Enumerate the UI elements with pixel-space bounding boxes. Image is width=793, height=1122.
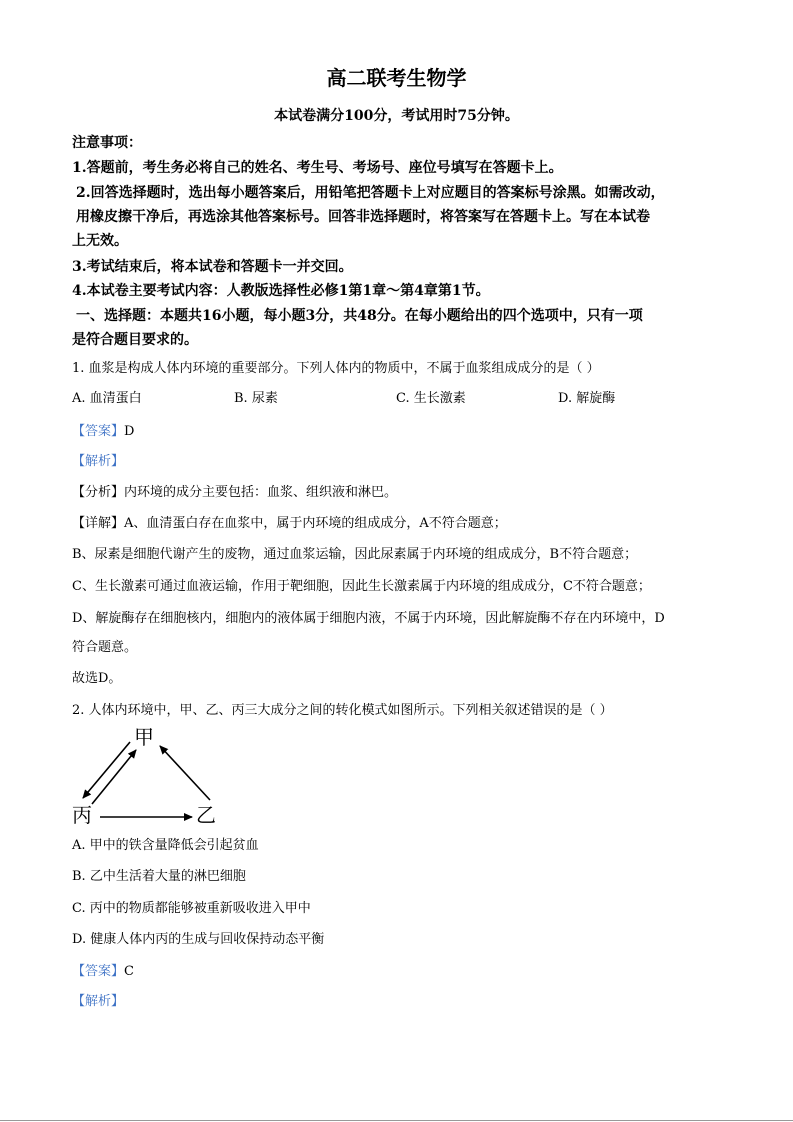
- q1-xiangjie-b: B、尿素是细胞代谢产生的废物，通过血浆运输，因此尿素属于内环境的组成成分，B不符合题意；: [72, 547, 638, 562]
- q1-analysis-tag: 【解析】: [72, 454, 125, 469]
- fenxi-tag: 【分析】: [72, 485, 125, 500]
- question-1-stem: 1. 血浆是构成人体内环境的重要部分。下列人体内的物质中，不属于血浆组成成分的是（ ）: [72, 361, 600, 376]
- notice-item-1: 1.答题前，考生务必将自己的姓名、考生号、考场号、座位号填写在答题卡上。: [72, 160, 563, 176]
- fenxi-text: 内环境的成分主要包括：血浆、组织液和淋巴。: [124, 485, 398, 500]
- xiangjie-tag: 【详解】: [72, 516, 125, 531]
- diagram-label-yi: 乙: [196, 803, 216, 827]
- transformation-diagram: [70, 722, 230, 830]
- q1-option-a: A. 血清蛋白: [72, 391, 142, 406]
- notice-item-2-cont: 用橡皮擦干净后，再选涂其他答案标号。回答非选择题时，将答案写在答题卡上。写在本试卷: [76, 209, 650, 225]
- xiangjie-line: A、血清蛋白存在血浆中，属于内环境的组成成分，A不符合题意；: [124, 516, 507, 531]
- arrow-bing-to-jia: [92, 750, 136, 804]
- notice-item-4: 4.本试卷主要考试内容：人教版选择性必修1第1章～第4章第1节。: [72, 283, 490, 299]
- q1-option-d: D. 解旋酶: [558, 391, 616, 406]
- section-heading-cont: 是符合题目要求的。: [72, 332, 198, 348]
- q2-option-c: C. 丙中的物质都能够被重新吸收进入甲中: [72, 901, 311, 916]
- notice-item-2-end: 上无效。: [72, 233, 128, 249]
- notice-heading: 注意事项：: [72, 135, 142, 151]
- q1-option-b: B. 尿素: [234, 391, 278, 406]
- exam-info: 本试卷满分100分，考试用时75分钟。: [274, 108, 519, 124]
- arrow-jia-to-bing: [83, 742, 130, 798]
- q1-option-c: C. 生长激素: [396, 391, 466, 406]
- answer-value: C: [124, 964, 134, 979]
- notice-item-3: 3.考试结束后，将本试卷和答题卡一并交回。: [72, 259, 353, 275]
- question-2-stem: 2. 人体内环境中，甲、乙、丙三大成分之间的转化模式如图所示。下列相关叙述错误的是（ ）: [72, 703, 613, 718]
- notice-item-2: 2.回答选择题时，选出每小题答案后，用铅笔把答题卡上对应题目的答案标号涂黑。如需改动，: [76, 185, 665, 201]
- q1-fenxi: [72, 481, 397, 500]
- section-heading: 一、选择题：本题共16小题，每小题3分，共48分。在每小题给出的四个选项中，只有一项: [76, 308, 643, 324]
- q2-analysis-tag: 【解析】: [72, 994, 125, 1009]
- q1-conclusion: 故选D。: [72, 671, 122, 686]
- answer-tag: 【答案】: [72, 964, 125, 979]
- q1-xiangjie-d: D、解旋酶存在细胞核内，细胞内的液体属于细胞内液，不属于内环境，因此解旋酶不存在内环境中，D: [72, 611, 665, 626]
- q1-xiangjie-c: C、生长激素可通过血液运输，作用于靶细胞，因此生长激素属于内环境的组成成分，C不符合题意；: [72, 579, 651, 594]
- page-bottom-rule: [0, 1120, 793, 1121]
- diagram-label-bing: 丙: [72, 803, 92, 827]
- q1-xiangjie-d-cont: 符合题意。: [72, 640, 138, 655]
- q2-answer: [72, 960, 134, 979]
- answer-tag: 【答案】: [72, 424, 125, 439]
- page-title: 高二联考生物学: [326, 66, 467, 90]
- q1-xiangjie-a: [72, 512, 507, 531]
- q2-option-a: A. 甲中的铁含量降低会引起贫血: [72, 838, 259, 853]
- answer-value: D: [124, 424, 135, 439]
- arrow-yi-to-jia: [160, 746, 210, 800]
- diagram-label-jia: 甲: [134, 725, 154, 749]
- q1-answer: [72, 420, 134, 439]
- q2-option-d: D. 健康人体内丙的生成与回收保持动态平衡: [72, 932, 325, 947]
- q2-option-b: B. 乙中生活着大量的淋巴细胞: [72, 869, 246, 884]
